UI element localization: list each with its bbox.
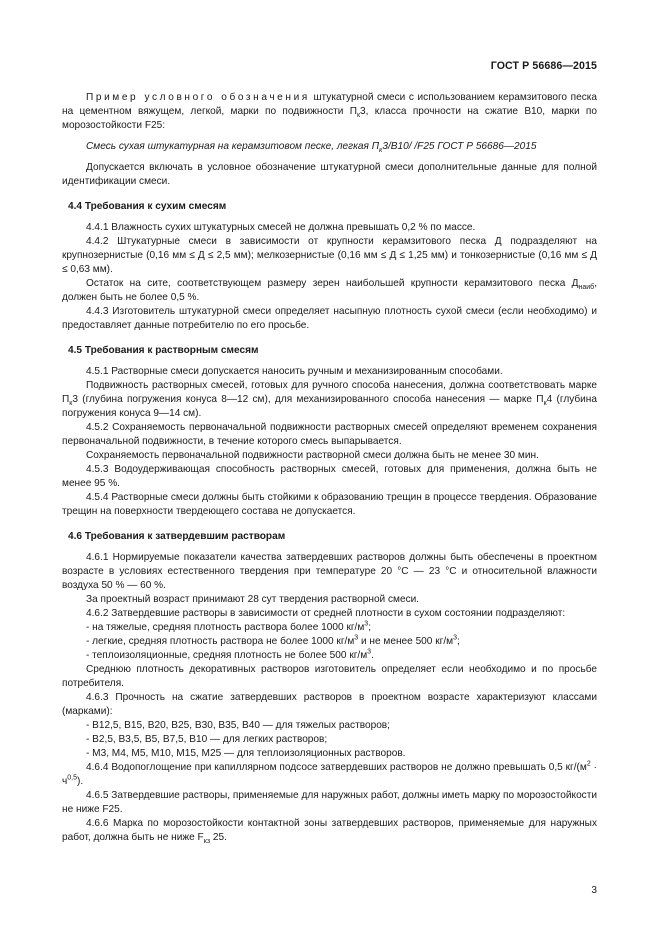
paragraph: 4.5.3 Водоудерживающая способность растворных смесей, готовых для применения, должна быть не менее 95 %.	[62, 464, 597, 489]
paragraph: 4.6.3 Прочность на сжатие затвердевших растворов в проектном возрасте характеризуют классами (марками):	[62, 692, 597, 717]
paragraph: Среднюю плотность декоративных растворов изготовитель определяет если необходимо и по просьбе потребителя.	[62, 664, 597, 689]
paragraph: 4.4.2 Штукатурные смеси в зависимости от крупности керамзитового песка Д подразделяют на крупнозернистые (0,16 мм ≤ Д ≤ 2,5 мм); мелкозернистые (0,16 мм ≤ Д ≤ 1,25 мм) и тонкозернистые (0,16 мм ≤ Д ≤ 0,63 мм).	[62, 236, 597, 275]
paragraph: 4.6.6 Марка по морозостойкости контактной зоны затвердевших растворов, применяемые для наружных работ, должна быть не ниже $F_{кз}$ 25.	[62, 818, 597, 846]
list-item: - теплоизоляционные, средняя плотность не более 500 $кг/м^3$.	[86, 648, 374, 661]
list-item: - В12,5, В15, В20, В25, В30, В35, В40 — для тяжелых растворов;	[86, 720, 390, 731]
paragraph: Подвижность растворных смесей, готовых для ручного способа нанесения, должна соответствовать марке $П_к3$ (глубина погружения конуса 8—12 см), для механизированного способа нанесения — марке $П_к4$ (глубина погружения конуса 9—14 см).	[62, 380, 597, 419]
paragraph: За проектный возраст принимают 28 сут твердения растворной смеси.	[86, 594, 420, 605]
paragraph: Остаток на сите, соответствующем размеру зерен наибольшей крупности керамзитового песка $Д_{наиб}$, должен быть не более 0,5 %.	[62, 278, 597, 303]
document-page	[62, 0, 597, 935]
list-item: - легкие, средняя плотность раствора не более 1000 $кг/м^3$ и не менее 500 $кг/м^3$;	[86, 634, 460, 647]
list-item: - В2,5, В3,5, В5, В7,5, В10 — для легких растворов;	[86, 734, 328, 745]
paragraph: 4.4.3 Изготовитель штукатурной смеси определяет насыпную плотность сухой смеси (если необходимо) и предоставляет данные потребителю по его просьбе.	[62, 306, 597, 331]
page-number: 3	[591, 885, 597, 896]
paragraph: 4.4.1 Влажность сухих штукатурных смесей не должна превышать 0,2 % по массе.	[86, 222, 476, 233]
paragraph: 4.5.4 Растворные смеси должны быть стойкими к образованию трещин в процессе твердения. Образование трещин на поверхности твердеющего состава не допускается.	[62, 492, 597, 517]
section-heading-4-6: 4.6 Требования к затвердевшим растворам	[68, 531, 286, 542]
example-label: Пример условного обозначения	[86, 92, 310, 103]
paragraph: Допускается включать в условное обозначение штукатурной смеси дополнительные данные для полной идентификации смеси.	[62, 162, 597, 187]
document-body	[62, 91, 597, 845]
paragraph: 4.6.5 Затвердевшие растворы, применяемые для наружных работ, должны иметь марку по морозостойкости не ниже F25.	[62, 790, 597, 815]
paragraph: 4.5.1 Растворные смеси допускается наносить ручным и механизированным способами.	[86, 366, 503, 377]
paragraph: 4.6.1 Нормируемые показатели качества затвердевших растворов должны быть обеспечены в проектном возрасте в условиях естественного твердения при температуре 20 °С — 23 °С и относительной влажности воздуха 50 % — 60 %.	[62, 552, 597, 591]
list-item: - М3, М4, М5, М10, М15, М25 — для теплоизоляционных растворов.	[86, 748, 406, 759]
paragraph: 4.6.4 Водопоглощение при капиллярном подсосе затвердевших растворов не должно превышать 0,5 $кг/(м^2 \cdot ч^{0,5})$.	[62, 760, 597, 787]
section-heading-4-4: 4.4 Требования к сухим смесям	[68, 201, 227, 212]
example-designation: Смесь сухая штукатурная на керамзитовом песке, легкая $П_к3/В10/$ /F25 ГОСТ Р 56686—2015	[86, 141, 537, 155]
paragraph: 4.5.2 Сохраняемость первоначальной подвижности растворных смесей определяют временем сохранения первоначальной подвижности, в течение которого смесь выпарывается.	[62, 422, 597, 447]
section-heading-4-5: 4.5 Требования к растворным смесям	[68, 345, 259, 356]
example-paragraph: Пример условного обозначения штукатурной смеси с использованием керамзитового песка на цементном вяжущем, легкой, марки по подвижности $П_к3$, класса прочности на сжатие B10, марки по морозостойкости F25:	[62, 92, 597, 131]
list-item: - на тяжелые, средняя плотность раствора более 1000 $кг/м^3$;	[86, 620, 372, 633]
paragraph: Сохраняемость первоначальной подвижности растворной смеси должна быть не менее 30 мин.	[86, 450, 539, 461]
standard-number: ГОСТ Р 56686—2015	[490, 60, 597, 72]
paragraph: 4.6.2 Затвердевшие растворы в зависимости от средней плотности в сухом состоянии подразделяют:	[86, 608, 566, 619]
